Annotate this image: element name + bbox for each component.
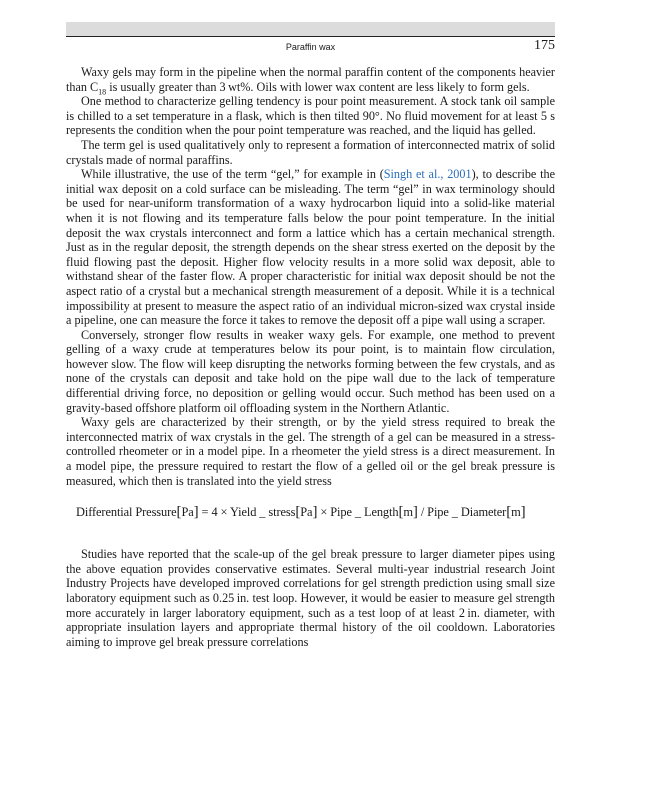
- eq-lhs: Differential Pressure: [76, 505, 177, 520]
- eq-div: /: [417, 505, 428, 520]
- page-number: 175: [534, 38, 555, 53]
- eq-unit-m-1: m: [403, 505, 413, 520]
- equation-differential-pressure: Differential Pressure[Pa] = 4 × Yield _ stress[Pa] × Pipe _ Length[m] / Pipe _ Diameter[m]: [76, 504, 526, 521]
- paragraph-wax-gels-formation: [66, 65, 555, 97]
- eq-equals: = 4 ×: [198, 505, 230, 520]
- p4-text-b: ), to describe the initial wax deposit on a cold surface can be misleading. The term “gel” in wax terminology should be used for near-uniform transformation of a waxy hydrocarbon liquid into a solid-like material when it is not flowing and its temperature falls below the pour point temperature. In the initial deposit the wax crystals interconnect and form a lattice which has a certain mechanical strength. Just as in the regular deposit, the strength depends on the shear stress exerted on the deposit by the fluid flowing past the deposit. Higher flow velocity results in a more solid wax deposit, able to withstand shear of the faster flow. A proper characteristic for initial wax deposit should be not the aspect ratio of a crystal but a mechanical strength measurement of a deposit. While it is a technical impossibility at present to measure the aspect ratio of an individual micron-sized wax crystal inside a pipeline, one can measure the force it takes to remove the deposit off a pipe wall using a scraper.: [66, 167, 555, 328]
- eq-diameter: Pipe _ Diameter: [427, 505, 507, 520]
- citation-link-singh-2001[interactable]: Singh et al., 2001: [383, 167, 472, 182]
- paragraph-gel-strength: Waxy gels are characterized by their strength, or by the yield stress required to break the interconnected matrix of wax crystals in the gel. The strength of a gel can be measured in a stress-controlled rheometer or in a model pipe. In a rheometer the yield stress is a direct measurement. In a model pipe, the pressure required to restart the flow of a gelled oil or the gel break pressure is measured, which then is translated into the yield stress: [66, 415, 555, 488]
- eq-yield: Yield _ stress: [229, 505, 296, 520]
- paragraph-scale-up: Studies have reported that the scale-up of the gel break pressure to larger diameter pipes using the above equation provides conservative estimates. Several multi-year industrial research Joint Industry Projects have developed improved correlations for gel strength prediction using small size laboratory equipment such as 0.25 in. test loop. However, it would be easier to measure gel strength more accurately in larger laboratory equipment, such as a test loop of at least 2 in. diameter, with appropriate insulation layers and appropriate thermal history of the oil cooldown. Laboratories aiming to improve gel break pressure correlations: [66, 547, 555, 649]
- eq-length: Pipe _ Length: [330, 505, 399, 520]
- eq-times: ×: [317, 505, 331, 520]
- running-title: Paraffin wax: [285, 42, 336, 52]
- page-header: [66, 36, 555, 57]
- paragraph-initial-deposit: [66, 167, 555, 328]
- eq-unit-pa-1: Pa: [181, 505, 194, 520]
- paragraph-gel-term: The term gel is used qualitatively only to represent a formation of interconnected matrix of solid crystals made of normal paraffins.: [66, 137, 555, 167]
- p1-text-a: Waxy gels may form in the pipeline when the normal paraffin content of the components heavier than C: [66, 65, 555, 94]
- eq-unit-m-2: m: [511, 505, 521, 520]
- eq-unit-pa-2: Pa: [300, 505, 313, 520]
- page-body: [66, 65, 555, 649]
- carbon-subscript: 18: [98, 87, 107, 97]
- p4-text-a: While illustrative, the use of the term “gel,” for example in (: [81, 167, 384, 182]
- header-band: [66, 22, 555, 36]
- paragraph-pour-point: One method to characterize gelling tendency is pour point measurement. A stock tank oil sample is chilled to a set temperature in a flask, which is then tilted 90°. No fluid movement for at least 5 s represents the condition when the pour point temperature was reached, and the liquid has gelled.: [66, 94, 555, 138]
- p1-text-b: is usually greater than 3 wt%. Oils with lower wax content are less likely to form gels.: [106, 79, 530, 94]
- paragraph-flow-circulation: Conversely, stronger flow results in weaker waxy gels. For example, one method to prevent gelling of a waxy crude at temperatures below its pour point, is to maintain flow circulation, however slow. The flow will keep disrupting the networks forming between the few crystals, and as none of the crystals can deposit and take hold on the pipe wall due to the lack of temperature differential driving force, no deposition or gelling would occur. Such method has been used on a gravity-based offshore platform oil offloading system in the Northern Atlantic.: [66, 327, 555, 415]
